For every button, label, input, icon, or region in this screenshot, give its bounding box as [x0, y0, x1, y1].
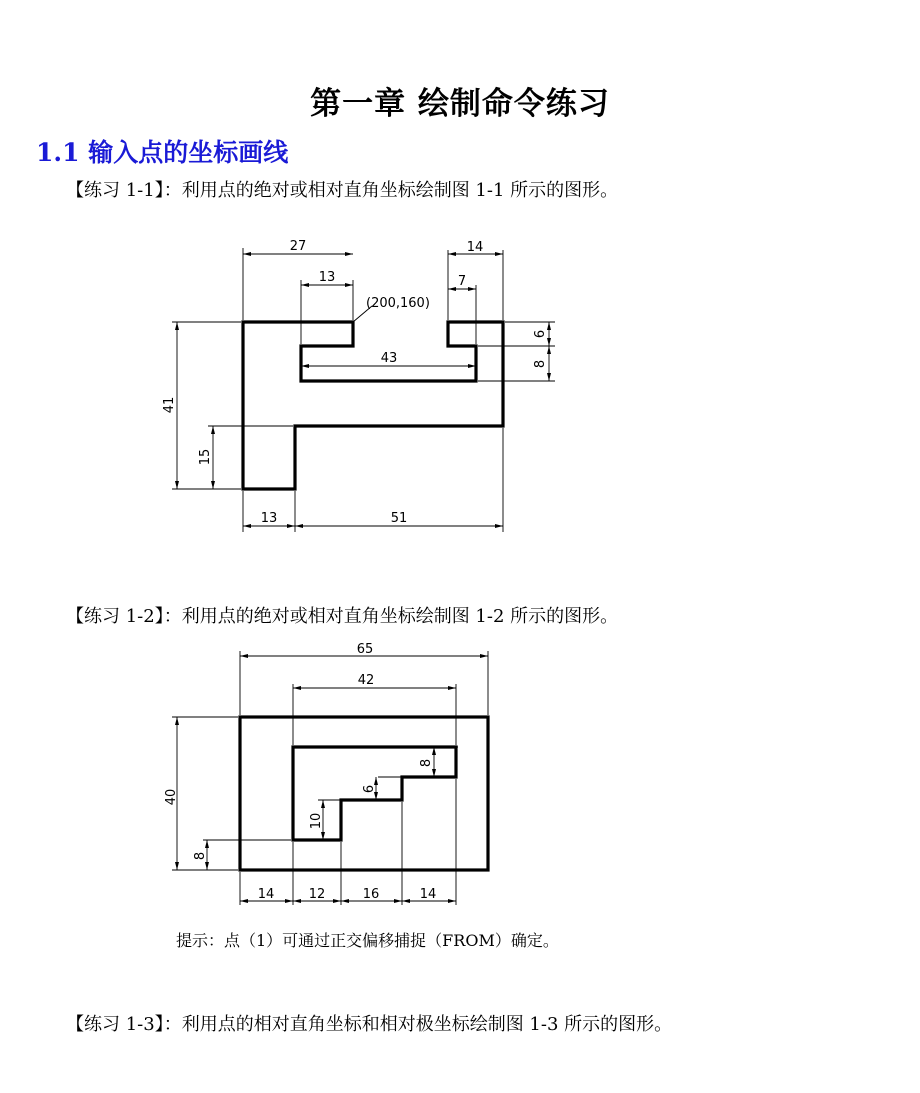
fig2-dim-14-b: 14 [419, 887, 437, 902]
fig1-dim-51: 51 [390, 511, 408, 526]
fig2-dim-42: 42 [357, 673, 375, 688]
fig1-dim-14: 14 [466, 240, 484, 255]
fig2-dim-16: 16 [362, 887, 380, 902]
fig1-dim-8: 8 [533, 359, 548, 369]
exercise-1-1-text: 【练习 1-1】：利用点的绝对或相对直角坐标绘制图 1-1 所示的图形。 [66, 180, 619, 201]
exercise-1-3-text: 【练习 1-3】：利用点的相对直角坐标和相对极坐标绘制图 1-3 所示的图形。 [66, 1014, 673, 1035]
chapter-title: 第一章 绘制命令练习 [310, 86, 610, 122]
section-heading: 1.1 输入点的坐标画线 [36, 138, 289, 167]
exercise-1-2-text: 【练习 1-2】：利用点的绝对或相对直角坐标绘制图 1-2 所示的图形。 [66, 606, 619, 627]
fig2-dim-6: 6 [362, 784, 377, 794]
fig2-dim-8-left: 8 [193, 851, 208, 861]
fig2-dim-10: 10 [309, 812, 324, 830]
fig2-dim-8-right: 8 [419, 758, 434, 768]
fig1-dim-41: 41 [162, 396, 177, 414]
fig2-dim-12: 12 [308, 887, 326, 902]
fig1-dim-13-bottom: 13 [260, 511, 278, 526]
fig2-dim-65: 65 [356, 642, 374, 657]
fig2-dim-14-a: 14 [257, 887, 275, 902]
hint-text: 提示：点（1）可通过正交偏移捕捉（FROM）确定。 [176, 931, 559, 950]
fig2-dim-40: 40 [164, 788, 179, 806]
fig1-point-label: (200,160) [366, 296, 430, 311]
fig1-dim-43: 43 [380, 351, 398, 366]
fig1-dim-13-top: 13 [318, 270, 336, 285]
fig1-dim-15: 15 [198, 448, 213, 466]
fig1-dim-27: 27 [289, 239, 307, 254]
fig1-dim-7: 7 [457, 274, 467, 289]
fig1-dim-6: 6 [533, 329, 548, 339]
